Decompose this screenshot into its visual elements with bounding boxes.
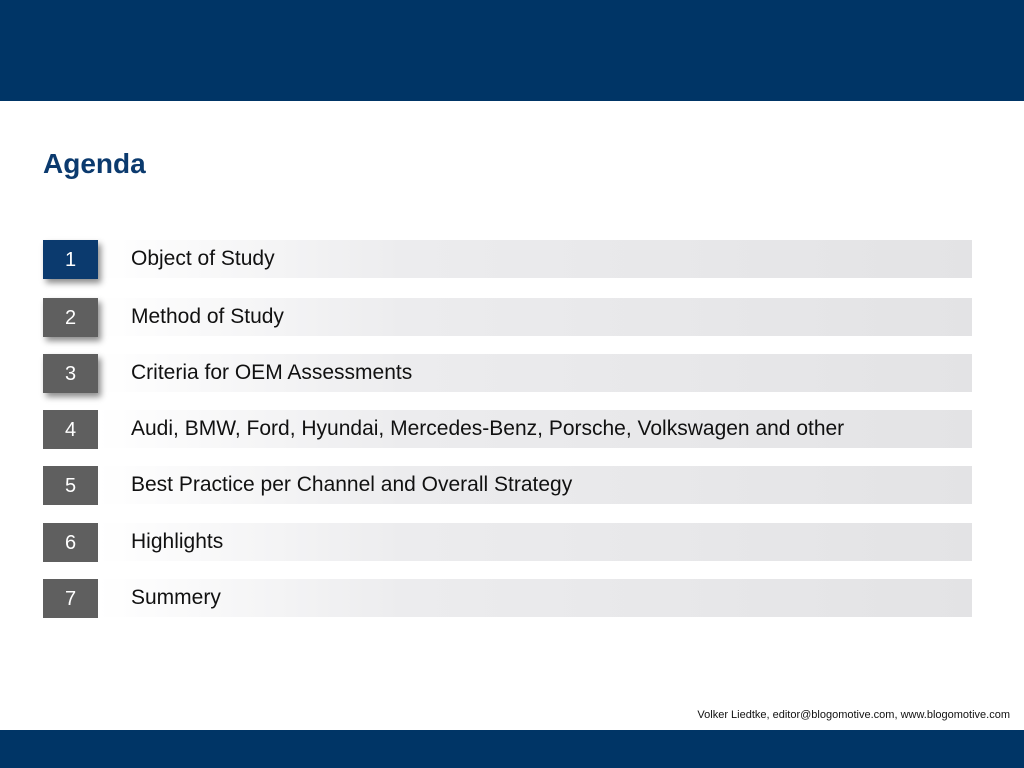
agenda-item-number: 1 [43, 240, 98, 279]
agenda-item-label: Method of Study [131, 305, 284, 328]
agenda-item-label: Audi, BMW, Ford, Hyundai, Mercedes-Benz, Porsche, Volkswagen and other [131, 417, 845, 440]
agenda-item-label: Object of Study [131, 247, 275, 270]
agenda-item-number: 5 [43, 466, 98, 505]
agenda-item-6 [43, 523, 972, 562]
agenda-item-label: Best Practice per Channel and Overall Strategy [131, 473, 573, 496]
footer-credit: Volker Liedtke, editor@blogomotive.com, www.blogomotive.com [697, 709, 1010, 721]
agenda-item-7 [43, 579, 972, 618]
agenda-item-number: 7 [43, 579, 98, 618]
agenda-item-2 [43, 298, 972, 337]
agenda-item-bar [98, 579, 972, 617]
agenda-item-label: Criteria for OEM Assessments [131, 361, 413, 384]
agenda-item-number: 4 [43, 410, 98, 449]
agenda-item-3 [43, 354, 972, 393]
agenda-item-5 [43, 466, 972, 505]
agenda-item-number: 3 [43, 354, 98, 393]
agenda-item-number: 6 [43, 523, 98, 562]
agenda-item-label: Highlights [131, 530, 224, 553]
agenda-item-1 [43, 240, 972, 279]
footer-bar [0, 730, 1024, 768]
agenda-item-number: 2 [43, 298, 98, 337]
agenda-item-4 [43, 410, 972, 449]
agenda-list [43, 0, 972, 768]
agenda-item-bar [98, 523, 972, 561]
slide-title: Agenda [43, 148, 146, 179]
agenda-item-label: Summery [131, 586, 221, 609]
